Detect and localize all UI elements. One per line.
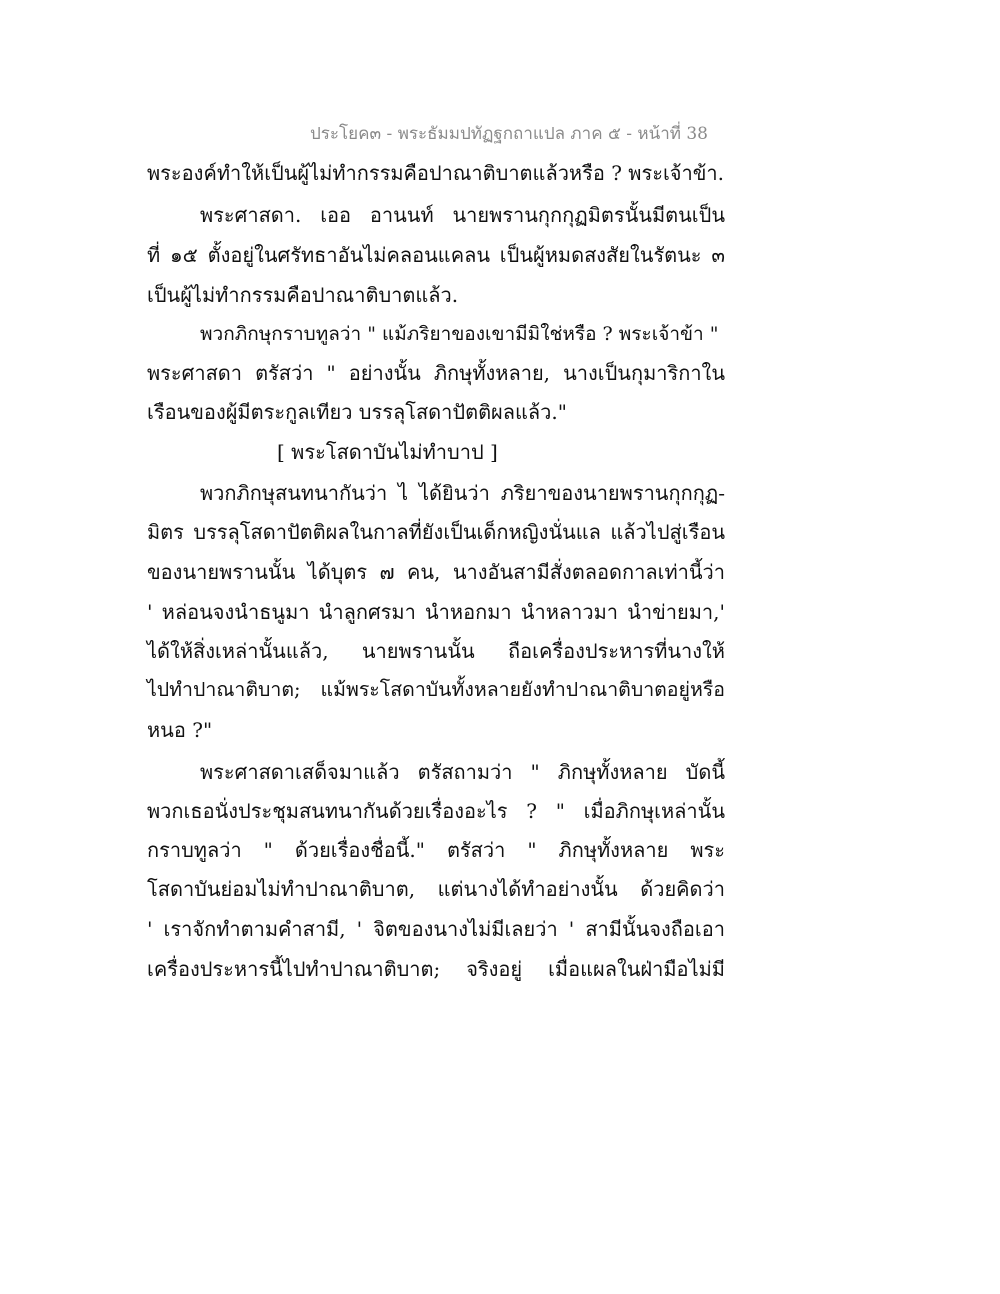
text-line-20: ' เราจักทำตามคำสามี, ' จิตของนางไม่มีเลยว่า ' สามีนั้นจงถือเอา (147, 917, 725, 941)
text-line-3: ที่ ๑๕ ตั้งอยู่ในศรัทธาอันไม่คลอนแคลน เป็นผู้หมดสงสัยในรัตนะ ๓ (147, 243, 725, 267)
text-line-17: พวกเธอนั่งประชุมสนทนากันด้วยเรื่องอะไร ? " เมื่อภิกษุเหล่านั้น (147, 799, 725, 823)
text-line-1: พระองค์ทำให้เป็นผู้ไม่ทำกรรมคือปาณาติบาตแล้วหรือ ? พระเจ้าข้า. (147, 161, 725, 185)
text-line-12: ' หล่อนจงนำธนูมา นำลูกศรมา นำหอกมา นำหลาวมา นำข่ายมา,' (147, 600, 725, 624)
text-line-19: โสดาบันย่อมไม่ทำปาณาติบาต, แต่นางได้ทำอย่างนั้น ด้วยคิดว่า (147, 877, 725, 901)
text-line-4: เป็นผู้ไม่ทำกรรมคือปาณาติบาตแล้ว. (147, 283, 459, 307)
text-line-21: เครื่องประหารนี้ไปทำปาณาติบาต; จริงอยู่ เมื่อแผลในฝ่ามือไม่มี (147, 957, 725, 981)
text-line-10: มิตร บรรลุโสดาปัตติผลในกาลที่ยังเป็นเด็กหญิงนั่นแล แล้วไปสู่เรือน (147, 520, 725, 544)
text-line-11: ของนายพรานนั้น ได้บุตร ๗ คน, นางอันสามีสั่งตลอดกาลเท่านี้ว่า (147, 560, 725, 584)
text-line-15: หนอ ?" (147, 718, 213, 742)
text-line-18: กราบทูลว่า " ด้วยเรื่องชื่อนี้." ตรัสว่า " ภิกษุทั้งหลาย พระ (147, 838, 725, 862)
text-line-5: พวกภิกษุกราบทูลว่า " แม้ภริยาของเขามีมิใช่หรือ ? พระเจ้าข้า " (200, 323, 719, 345)
text-line-7: เรือนของผู้มีตระกูลเทียว บรรลุโสดาปัตติผลแล้ว." (147, 400, 567, 424)
text-line-9: พวกภิกษุสนทนากันว่า ไ ได้ยินว่า ภริยาของนายพรานกุกกุฏ- (200, 481, 725, 505)
text-line-2: พระศาสดา. เออ อานนท์ นายพรานกุกกุฏมิตรนั้นมีตนเป็น (200, 203, 725, 227)
section-heading: [ พระโสดาบันไม่ทำบาป ] (277, 440, 498, 464)
text-line-6: พระศาสดา ตรัสว่า " อย่างนั้น ภิกษุทั้งหลาย, นางเป็นกุมาริกาใน (147, 361, 725, 385)
text-line-16: พระศาสดาเสด็จมาแล้ว ตรัสถามว่า " ภิกษุทั้งหลาย บัดนี้ (200, 760, 725, 784)
running-header: ประโยค๓ - พระธัมมปทัฏฐกถาแปล ภาค ๕ - หน้าที่ 38 (310, 124, 708, 144)
text-line-13: ได้ให้สิ่งเหล่านั้นแล้ว, นายพรานนั้น ถือเครื่องประหารที่นางให้ (147, 639, 725, 663)
text-line-14: ไปทำปาณาติบาต; แม้พระโสดาบันทั้งหลายยังทำปาณาติบาตอยู่หรือ (147, 678, 725, 701)
